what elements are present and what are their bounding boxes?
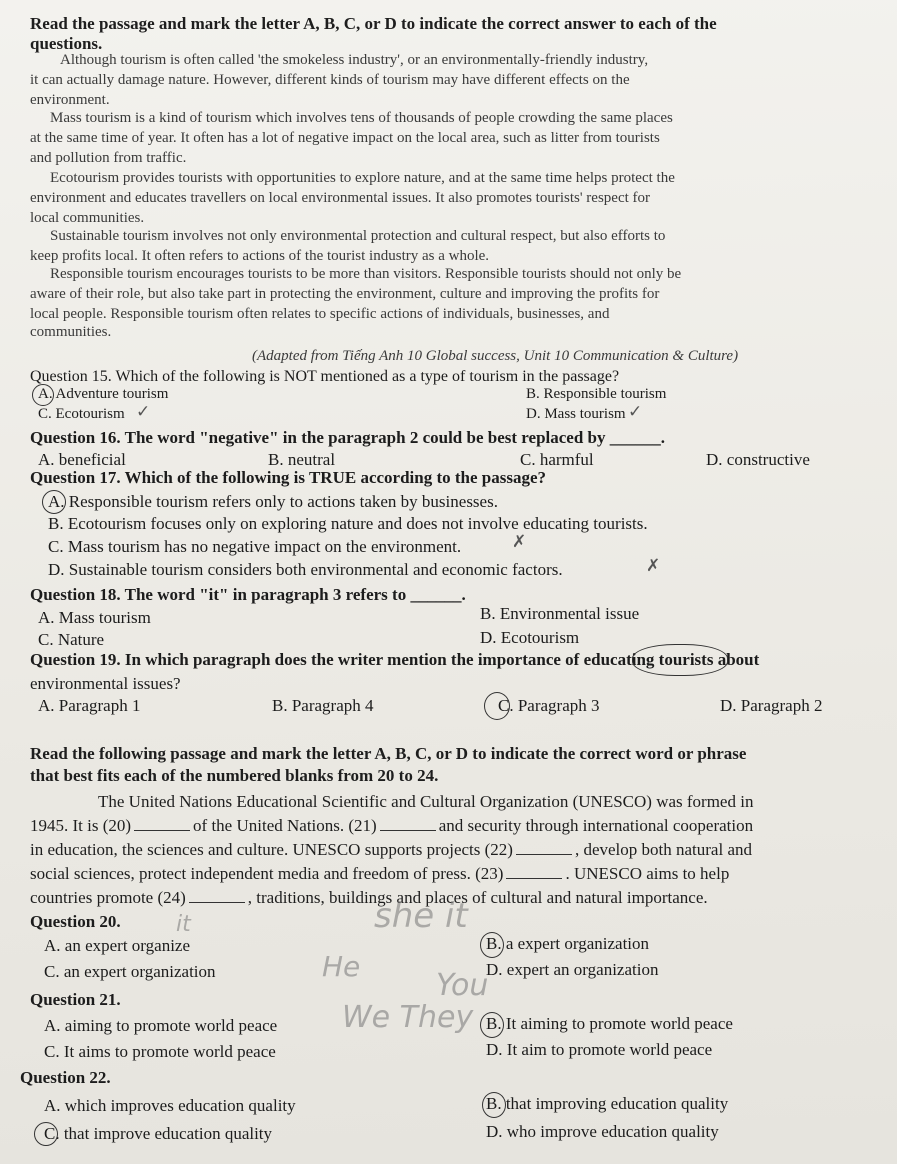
instruction-2-line-1: Read the following passage and mark the letter A, B, C, or D to indicate the correct word or phrase xyxy=(30,744,747,763)
p4-line-1: Sustainable tourism involves not only environmental protection and cultural respect, but also efforts to xyxy=(50,228,666,244)
p3-line-3: local communities. xyxy=(30,210,145,226)
q18-option-b[interactable]: B. Environmental issue xyxy=(480,604,640,623)
blank-20[interactable] xyxy=(134,829,190,831)
p2-text-line-4 xyxy=(30,864,867,884)
q16-option-a[interactable]: A. beneficial xyxy=(38,450,126,469)
q19-stem-line-1: Question 19. In which paragraph does the writer mention the importance of educating tourists about xyxy=(30,650,760,669)
source-citation: (Adapted from Tiếng Anh 10 Global success, Unit 10 Communication & Culture) xyxy=(252,348,739,364)
p5-line-3: local people. Responsible tourism often relates to specific actions of individuals, businesses, and xyxy=(30,306,610,322)
p2-text-line-1: The United Nations Educational Scientific and Cultural Organization (UNESCO) was formed in xyxy=(98,792,754,811)
p4-line-2: keep profits local. It often refers to actions of the tourist industry as a whole. xyxy=(30,248,490,264)
q22-answer-circle xyxy=(34,1122,58,1146)
blank-23[interactable] xyxy=(506,877,562,879)
p3-line-1: Ecotourism provides tourists with opportunities to explore nature, and at the same time helps protect the xyxy=(50,170,675,186)
p2-text-line-2 xyxy=(30,816,867,836)
q22-option-d[interactable]: D. who improve education quality xyxy=(486,1122,719,1141)
q19-option-b[interactable]: B. Paragraph 4 xyxy=(272,696,374,715)
p5-line-2: aware of their role, but also take part in protecting the environment, culture and improving the profits for xyxy=(30,286,660,302)
q15-option-d[interactable]: D. Mass tourism xyxy=(526,406,626,422)
q19-option-a[interactable]: A. Paragraph 1 xyxy=(38,696,141,715)
p1-line-2: it can actually damage nature. However, different kinds of tourism may have different effects on the xyxy=(30,72,630,88)
cross-mark-icon: ✗ xyxy=(512,532,527,551)
q17-answer-circle xyxy=(42,490,66,514)
q16-stem: Question 16. The word "negative" in the paragraph 2 could be best replaced by ______. xyxy=(30,428,666,447)
p5-line-4: communities. xyxy=(30,324,112,340)
p2-text-2a: 1945. It is (20) xyxy=(30,816,132,835)
q19-option-d[interactable]: D. Paragraph 2 xyxy=(720,696,823,715)
q19-tourists-circle xyxy=(632,644,728,676)
p2-text-3b: , develop both natural and xyxy=(574,840,752,859)
p1-line-1: Although tourism is often called 'the smokeless industry', or an environmentally-friendly industry, xyxy=(60,52,649,68)
p2-text-5a: countries promote (24) xyxy=(30,888,186,907)
cross-mark-icon: ✗ xyxy=(646,556,661,575)
p2-text-line-3 xyxy=(30,840,867,860)
q20-option-b[interactable]: B. a expert organization xyxy=(486,934,650,953)
q16-option-c[interactable]: C. harmful xyxy=(520,450,594,469)
blank-21[interactable] xyxy=(380,829,436,831)
q18-stem: Question 18. The word "it" in paragraph 3 refers to ______. xyxy=(30,585,466,604)
q20-answer-circle xyxy=(480,932,504,958)
p2-text-4b: . UNESCO aims to help xyxy=(565,864,730,883)
blank-24[interactable] xyxy=(189,901,245,903)
p2-text-4a: social sciences, protect independent media and freedom of press. (23) xyxy=(30,864,504,883)
p1-line-3: environment. xyxy=(30,92,110,108)
q15-option-a[interactable]: A. Adventure tourism xyxy=(38,386,169,402)
q19-answer-circle xyxy=(484,692,510,720)
q16-option-b[interactable]: B. neutral xyxy=(268,450,336,469)
blank-22[interactable] xyxy=(516,853,572,855)
q22-label: Question 22. xyxy=(20,1068,111,1087)
handwriting-note: He xyxy=(322,950,361,983)
q15-answer-circle xyxy=(32,384,54,406)
instruction-1-line-2: questions. xyxy=(30,34,103,53)
q17-option-d[interactable]: D. Sustainable tourism considers both environmental and economic factors. xyxy=(48,560,563,579)
p2-line-2: at the same time of year. It often has a lot of negative impact on the local area, such as litter from tourists xyxy=(30,130,660,146)
instruction-1-line-1: Read the passage and mark the letter A, B, C, or D to indicate the correct answer to each of the xyxy=(30,14,717,33)
handwriting-note: she it xyxy=(374,896,468,936)
q19-option-c[interactable]: C. Paragraph 3 xyxy=(498,696,600,715)
q15-stem: Question 15. Which of the following is NOT mentioned as a type of tourism in the passage? xyxy=(30,368,620,385)
q17-option-a[interactable]: A. Responsible tourism refers only to actions taken by businesses. xyxy=(48,492,498,511)
handwriting-note: You xyxy=(436,968,489,1003)
q18-option-a[interactable]: A. Mass tourism xyxy=(38,608,151,627)
q17-option-c[interactable]: C. Mass tourism has no negative impact on the environment. xyxy=(48,537,462,556)
p2-line-1: Mass tourism is a kind of tourism which involves tens of thousands of people crowding the same places xyxy=(50,110,673,126)
p5-line-1: Responsible tourism encourages tourists to be more than visitors. Responsible tourists should not only be xyxy=(50,266,682,282)
q18-option-d[interactable]: D. Ecotourism xyxy=(480,628,580,647)
q21-option-c[interactable]: C. It aims to promote world peace xyxy=(44,1042,276,1061)
q21-answer-circle xyxy=(480,1012,504,1038)
q18-option-c[interactable]: C. Nature xyxy=(38,630,105,649)
q20-option-a[interactable]: A. an expert organize xyxy=(44,936,191,955)
q17-option-b[interactable]: B. Ecotourism focuses only on exploring nature and does not involve educating tourists. xyxy=(48,514,648,533)
q22-option-b[interactable]: B. that improving education quality xyxy=(486,1094,729,1113)
q15-option-c[interactable]: C. Ecotourism xyxy=(38,406,125,422)
p2-text-3a: in education, the sciences and culture. UNESCO supports projects (22) xyxy=(30,840,513,859)
q17-stem: Question 17. Which of the following is TRUE according to the passage? xyxy=(30,468,547,487)
q20-option-c[interactable]: C. an expert organization xyxy=(44,962,216,981)
q22-answer-circle xyxy=(482,1092,506,1118)
q15-option-b[interactable]: B. Responsible tourism xyxy=(526,386,667,402)
p2-text-2c: and security through international cooperation xyxy=(438,816,754,835)
q22-option-a[interactable]: A. which improves education quality xyxy=(44,1096,296,1115)
q21-option-d[interactable]: D. It aim to promote world peace xyxy=(486,1040,713,1059)
check-mark-icon: ✓ xyxy=(136,402,151,421)
handwriting-note: it xyxy=(176,912,191,937)
check-mark-icon: ✓ xyxy=(628,402,643,421)
q20-option-d[interactable]: D. expert an organization xyxy=(486,960,659,979)
q16-option-d[interactable]: D. constructive xyxy=(706,450,810,469)
p2-text-2b: of the United Nations. (21) xyxy=(193,816,377,835)
q21-option-b[interactable]: B. It aiming to promote world peace xyxy=(486,1014,733,1033)
p3-line-2: environment and educates travellers on local environmental issues. It also promotes tourists' respect for xyxy=(30,190,651,206)
handwriting-note: We They xyxy=(342,1000,474,1035)
q22-option-c[interactable]: C. that improve education quality xyxy=(44,1124,273,1143)
instruction-2-line-2: that best fits each of the numbered blanks from 20 to 24. xyxy=(30,766,439,785)
p2-line-3: and pollution from traffic. xyxy=(30,150,187,166)
q21-option-a[interactable]: A. aiming to promote world peace xyxy=(44,1016,278,1035)
q19-stem-line-2: environmental issues? xyxy=(30,674,181,693)
q20-label: Question 20. xyxy=(30,912,121,931)
q21-label: Question 21. xyxy=(30,990,121,1009)
p2-text-5b: , traditions, buildings and places of cultural and natural importance. xyxy=(247,888,708,907)
